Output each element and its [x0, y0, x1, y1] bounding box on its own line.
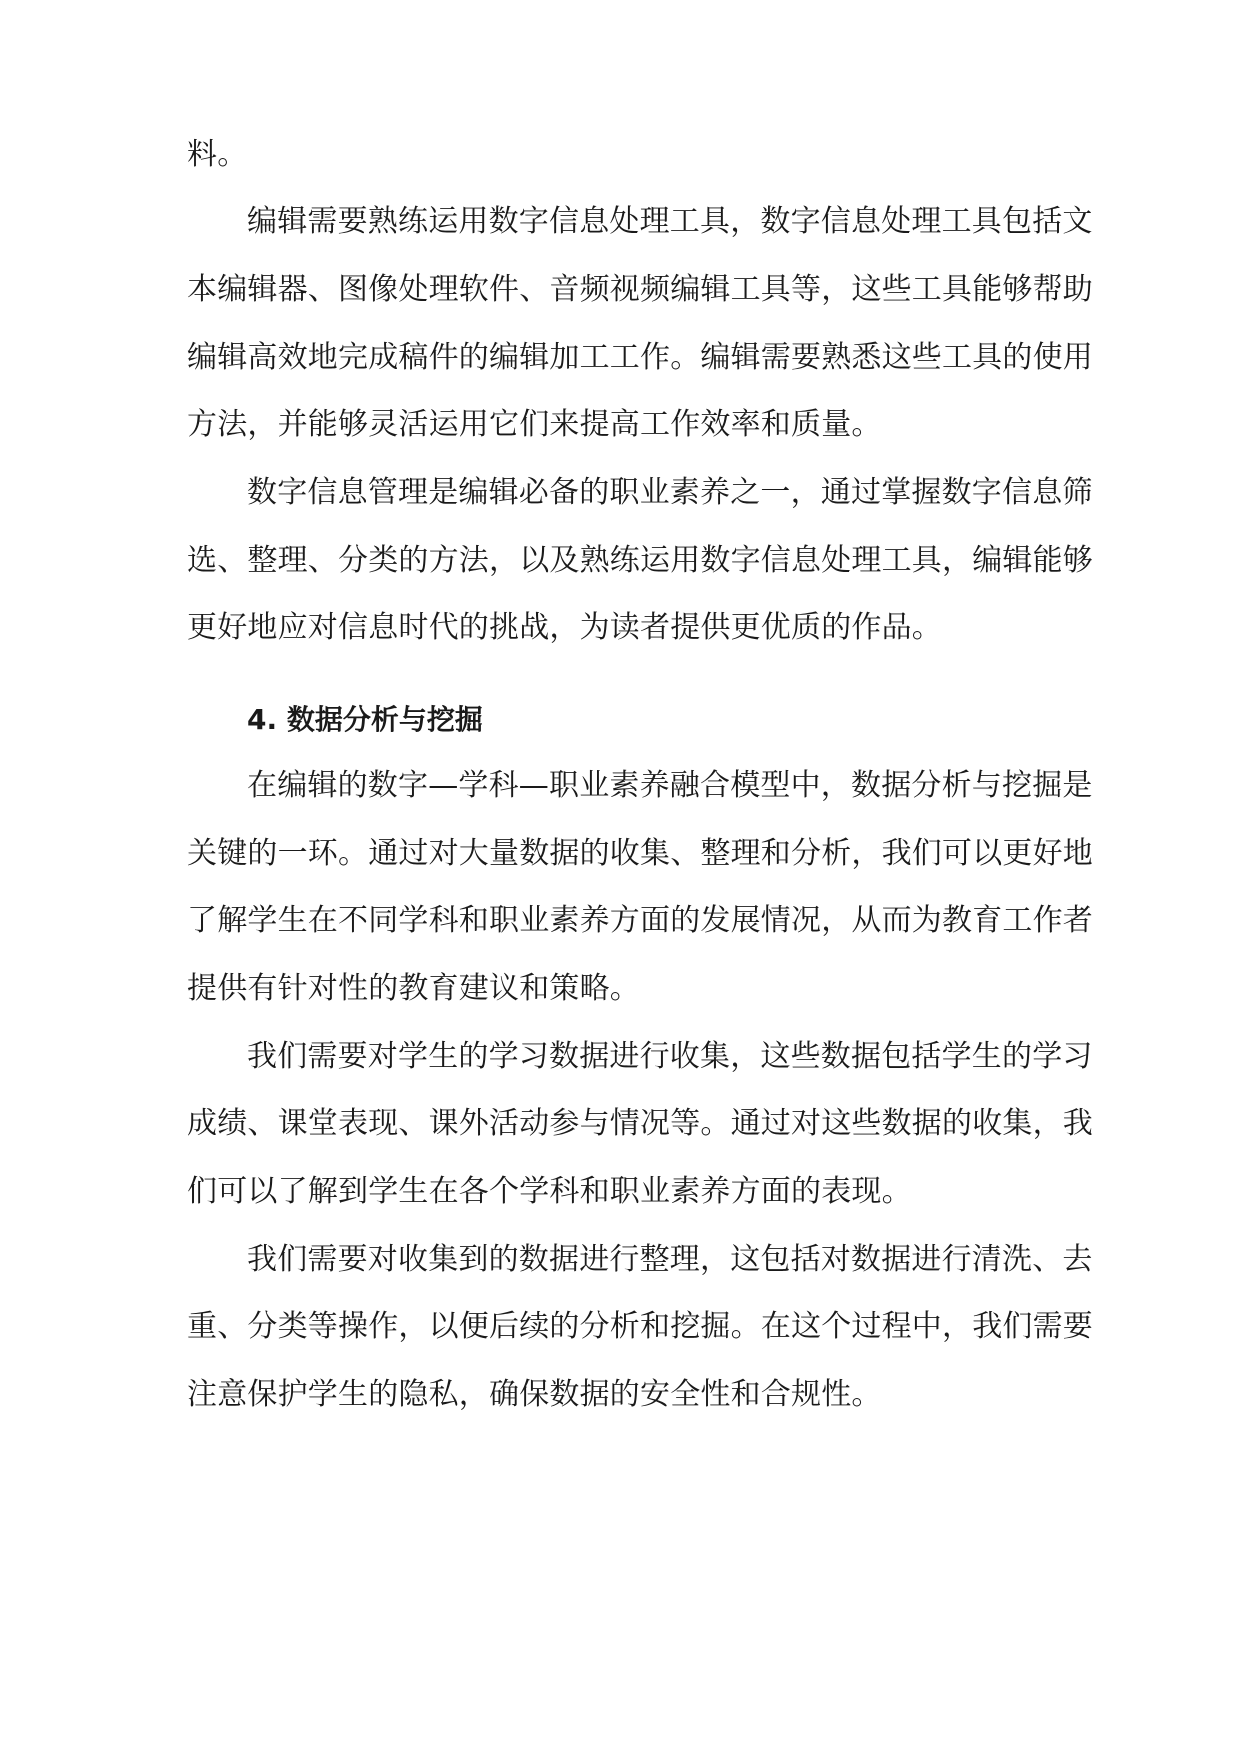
- paragraph-line: 料。: [187, 137, 248, 172]
- paragraph-line: 编辑需要熟练运用数字信息处理工具，数字信息处理工具包括文: [247, 204, 1093, 239]
- paragraph-line: 重、分类等操作，以便后续的分析和挖掘。在这个过程中，我们需要: [187, 1309, 1093, 1344]
- paragraph-line: 成绩、课堂表现、课外活动参与情况等。通过对这些数据的收集，我: [187, 1106, 1093, 1141]
- paragraph-line: 关键的一环。通过对大量数据的收集、整理和分析，我们可以更好地: [187, 836, 1093, 871]
- paragraph-line: 们可以了解到学生在各个学科和职业素养方面的表现。: [187, 1174, 912, 1209]
- section-heading: 4. 数据分析与挖掘: [247, 703, 483, 736]
- paragraph-line: 在编辑的数字—学科—职业素养融合模型中，数据分析与挖掘是: [247, 768, 1093, 803]
- paragraph-line: 更好地应对信息时代的挑战，为读者提供更优质的作品。: [187, 610, 942, 645]
- paragraph-line: 了解学生在不同学科和职业素养方面的发展情况，从而为教育工作者: [187, 903, 1093, 938]
- paragraph-line: 选、整理、分类的方法，以及熟练运用数字信息处理工具，编辑能够: [187, 543, 1093, 578]
- paragraph-line: 我们需要对学生的学习数据进行收集，这些数据包括学生的学习: [247, 1039, 1093, 1074]
- paragraph-line: 编辑高效地完成稿件的编辑加工工作。编辑需要熟悉这些工具的使用: [187, 340, 1093, 375]
- paragraph-line: 数字信息管理是编辑必备的职业素养之一，通过掌握数字信息筛: [247, 475, 1093, 510]
- paragraph-line: 本编辑器、图像处理软件、音频视频编辑工具等，这些工具能够帮助: [187, 272, 1093, 307]
- paragraph-line: 注意保护学生的隐私，确保数据的安全性和合规性。: [187, 1377, 882, 1412]
- paragraph-line: 提供有针对性的教育建议和策略。: [187, 971, 640, 1006]
- paragraph-line: 方法，并能够灵活运用它们来提高工作效率和质量。: [187, 407, 882, 442]
- paragraph-line: 我们需要对收集到的数据进行整理，这包括对数据进行清洗、去: [247, 1242, 1093, 1277]
